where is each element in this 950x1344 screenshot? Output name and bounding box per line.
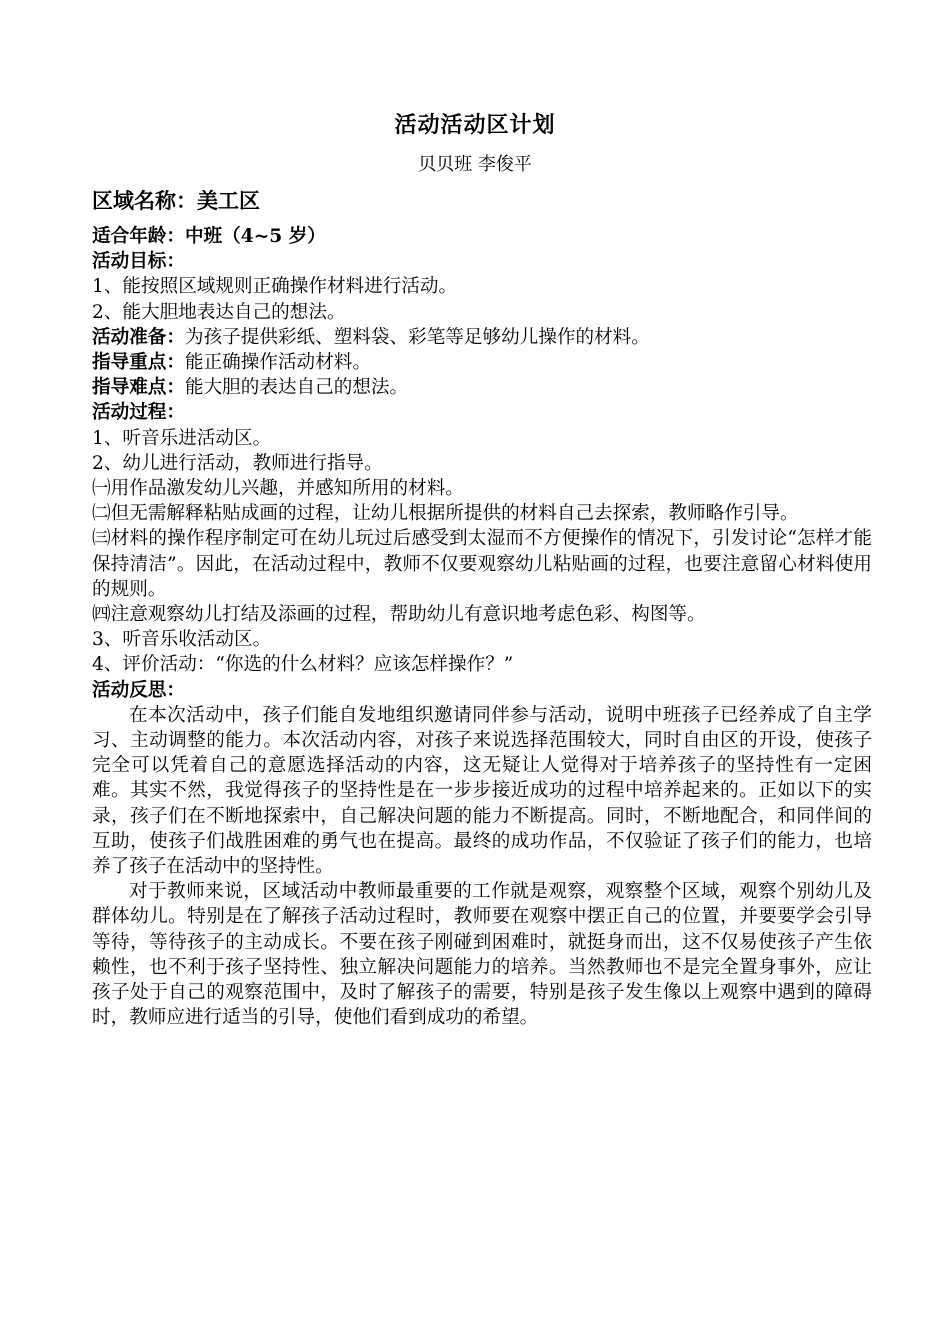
- goal-item-1: 1、能按照区域规则正确操作材料进行活动。: [92, 276, 458, 298]
- process-sub-4: ㈣注意观察幼儿打结及添画的过程，帮助幼儿有意识地考虑色彩、构图等。: [92, 604, 706, 626]
- key-point-row: [92, 350, 872, 375]
- goals-heading: 活动目标：: [92, 251, 185, 273]
- difficulty-label: 指导难点：: [92, 377, 185, 399]
- key-point-label: 指导重点：: [92, 352, 185, 374]
- document-subtitle: 贝贝班 李俊平: [418, 154, 532, 175]
- process-step-3: 3、听音乐收活动区。: [92, 629, 272, 651]
- preparation-value: 为孩子提供彩纸、塑料袋、彩笔等足够幼儿操作的材料。: [184, 326, 650, 348]
- area-label: 区域名称：: [92, 188, 197, 213]
- document-body: [92, 184, 872, 1031]
- age-value: 中班（4~5 岁）: [184, 226, 326, 247]
- reflection-paragraph-2: 对于教师来说，区域活动中教师最重要的工作就是观察，观察整个区域，观察个别幼儿及群体幼儿。特别是在了解孩子活动过程时，教师要在观察中摆正自己的位置，并要要学会引导等待，等待孩子的主动成长。不要在孩子刚碰到困难时，就挺身而出，这不仅易使孩子产生依赖性，也不利于孩子坚持性、独立解决问题能力的培养。当然教师也不是完全置身事外，应让孩子处于自己的观察范围中，及时了解孩子的需要，特别是孩子发生像以上观察中遇到的障碍时，教师应进行适当的引导，使他们看到成功的希望。: [92, 881, 872, 1029]
- difficulty-value: 能大胆的表达自己的想法。: [184, 377, 409, 399]
- reflection-paragraph-1: 在本次活动中，孩子们能自发地组织邀请同伴参与活动，说明中班孩子已经养成了自主学习、主动调整的能力。本次活动内容，对孩子来说选择范围较大，同时自由区的开设，使孩子完全可以凭着自己的意愿选择活动的内容，这无疑让人觉得对于培养孩子的坚持性有一定困难。其实不然，我觉得孩子的坚持性是在一步步接近成功的过程中培养起来的。正如以下的实录，孩子们在不断地探索中，自己解决问题的能力不断提高。同时，不断地配合，和同伴间的互助，使孩子们战胜困难的勇气也在提高。最终的成功作品，不仅验证了孩子们的能力，也培养了孩子在活动中的坚持性。: [92, 704, 872, 878]
- key-point-value: 能正确操作活动材料。: [184, 352, 371, 374]
- process-sub-1: ㈠用作品激发幼儿兴趣，并感知所用的材料。: [92, 478, 464, 500]
- preparation-label: 活动准备：: [92, 326, 185, 348]
- area-row: [92, 184, 872, 218]
- document-title: 活动活动区计划: [394, 112, 556, 138]
- age-row: [92, 224, 872, 249]
- age-label: 适合年龄：: [92, 226, 185, 247]
- process-sub-2: ㈡但无需解释粘贴成画的过程，让幼儿根据所提供的材料自己去探索，教师略作引导。: [92, 503, 799, 525]
- area-value: 美工区: [197, 188, 260, 213]
- process-step-2: 2、幼儿进行活动，教师进行指导。: [92, 452, 383, 474]
- preparation-row: [92, 325, 872, 350]
- process-step-4: 4、评价活动：“你选的什么材料？应该怎样操作？”: [92, 654, 514, 676]
- process-step-1: 1、听音乐进活动区。: [92, 427, 272, 449]
- process-heading: 活动过程：: [92, 402, 185, 424]
- process-sub-3: ㈢材料的操作程序制定可在幼儿玩过后感受到太湿而不方便操作的情况下，引发讨论“怎样才能保持清洁”。因此，在活动过程中，教师不仅要观察幼儿粘贴画的过程，也要注意留心材料使用的规则。: [92, 528, 872, 600]
- difficulty-row: [92, 375, 872, 400]
- goal-item-2: 2、能大胆地表达自己的想法。: [92, 301, 346, 323]
- reflection-heading: 活动反思：: [92, 679, 185, 701]
